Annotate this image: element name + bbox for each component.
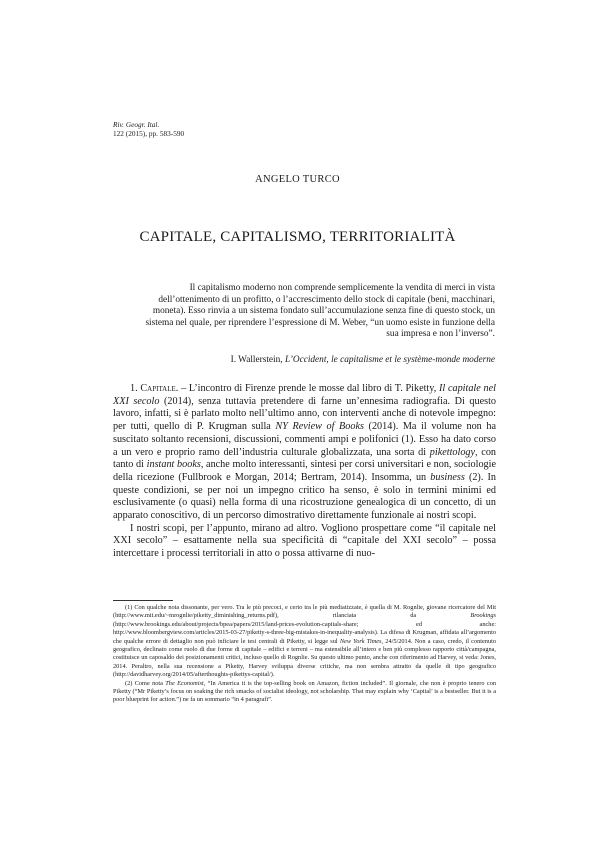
p1-run: – L’incontro di Firenze prende le mosse dal libro di T. Piketty, [178,383,439,394]
p1-run: (2014). Ma il volume non ha suscitato soltanto recensioni, discussioni, commenti ampi e polifonici (1). Esso ha dato corso a un vero e proprio ramo dell’industria culturale globalizzata, una sorta di [113,421,496,458]
epigraph-work: L’Occident, le capitalisme et le système-monde moderne [284,355,495,365]
fn1-run: (http://www.brookings.edu/about/projects/bpea/papers/2015/land-prices-evolution-capitals-share; ed anche: http://www.bloombergview.com/articles/2015-03-27/piketty-s-three-big-mistakes-in-inequality-analysis). La difesa di Krugman, affidata all’argomento che qualche errore di dettaglio non può inficiare le tesi centrali di Piketty, si legge sul [113,620,496,645]
p1-run: business [430,471,465,483]
footnote-2 [113,680,496,705]
author-name: ANGELO TURCO [255,174,340,185]
p1-run: NY Review of Books [275,421,364,433]
footnote-rule [113,600,173,601]
p1-run: Capitale. [140,383,179,394]
fn1-run: (1) Con qualche nota dissonante, per vero. Tra le più precoci, e certo tra le più mediatizzate, è quella di M. Rognlie, giovane ricercatore del Mit (http://www.mit.edu/~mrognlie/piketty_diminishing_returns.pdf), rilanciata da [113,604,496,620]
fn2-run: , “In America it is the top-selling book on Amazon, fiction included”. Il giornale, che non è proprio tenero con Piketty (“Mr Piketty’s focus on soaking the rich smacks of socialist ideology, not scholarship. That may explain why ‘Capital’ is a bestseller. But it is a poor blueprint for action.”) ne fa un sommario “in 4 paragrafi”. [113,679,497,704]
article-body [113,383,496,561]
running-header [113,120,184,138]
p1-run: pikettology [429,446,476,458]
p1-run: , anche molto interessanti, sintesi per corsi universitari e non, sociologie della ricezione (Fullbrook e Morgan, 2014; Bertram, 2014). Insomma, un [113,459,497,483]
journal-name: Riv. Geogr. Ital. [113,120,160,129]
fn1-run: , 24/5/2014. Non a caso, credo, il contenuto geografico, declinato come ruolo di due forme di capitale – edifici e terreni – ma estensibile all’intero e ben più complesso rapporto città/campagna, costituisce un caposaldo dei posizionamenti critici, incluso quello di Rognlie. Su questo ultimo punto, anche con riferimento ad Harvey, si veda: Jones, 2014. Peraltro, nella sua recensione a Piketty, Harvey sviluppa diverse critiche, ma non sembra attratto da quelle di tipo geografico (http://davidharvey.org/2014/05/afterthoughts-pikettys-capital/). [113,637,497,679]
p1-run: 1. [130,383,141,394]
p1-run: , con tanto di [113,446,497,471]
epigraph-quote: Il capitalismo moderno non comprende semplicemente la vendita di merci in vista dell’ottenimento di un profitto, o l’accrescimento dello stock di capitale (beni, macchinari, moneta). Esso rinvia a un sistema fondato sull’accumulazione senza fine di questo stock, un sistema nel quale, per riprendere l’espressione di M. Weber, “un uomo esiste in funzione della sua impresa e non l’inverso”. [145,283,495,340]
body-paragraph-2: I nostri scopi, per l’appunto, mirano ad altro. Vogliono prospettare come “il capitale nel XXI secolo” – esattamente nella sua specificità di “capitale del XXI secolo” – possa intercettare i processi territoriali in atto o possa attivarne di nuo- [113,522,496,560]
p1-run: Il capitale nel XXI secolo [113,383,496,407]
p1-run: (2014), senza tuttavia pretendere di farne un’ennesima radiografia. Di questo lavoro, infatti, si è parlato molto nell’ultimo anno, con interventi anche di notevole impegno: per tutti, quello di P. Krugman sulla [113,395,496,433]
fn2-run: The Economist [165,679,204,687]
journal-citation: 122 (2015), pp. 583-590 [113,129,185,138]
fn2-run: (2) Come nota [125,679,166,687]
article-title: CAPITALE, CAPITALISMO, TERRITORIALITÀ [139,229,456,245]
epigraph-attribution [95,355,495,365]
footnotes [113,604,496,705]
fn1-run: Brookings [470,612,496,620]
epigraph-author: I. Wallerstein, [230,355,285,365]
footnote-1 [113,604,496,680]
fn1-run: New York Times [339,637,382,645]
p1-run: instant books [146,459,201,471]
body-paragraph-1 [113,383,496,523]
p1-run: (2). In queste condizioni, se per noi un impegno critico ha senso, è solo in termini minimi ed esclusivamente (o quasi) nella forma di una ricostruzione genealogica di un concetto, di un apparato conoscitivo, di un percorso dimostrativo direttamente funzionale ai nostri scopi. [113,471,496,522]
